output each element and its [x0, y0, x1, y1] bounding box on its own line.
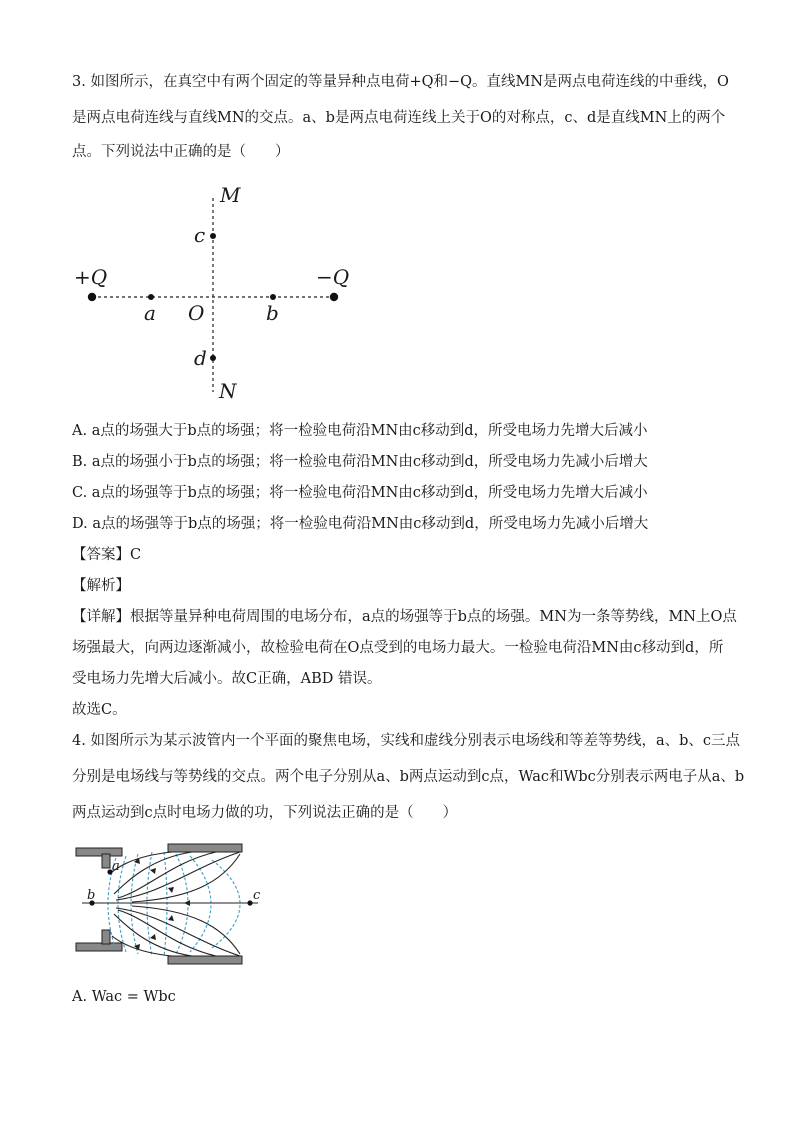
- right-bottom-electrode: [168, 956, 242, 964]
- label-n: N: [219, 379, 237, 403]
- point-a-dot: [148, 294, 154, 300]
- q3-answer: 【答案】C: [72, 547, 142, 563]
- q4-focusing-field-diagram: [72, 842, 272, 967]
- q3-charge-diagram: [70, 180, 370, 405]
- q3-detail-line-1: 【详解】根据等量异种电荷周围的电场分布，a点的场强等于b点的场强。MN为一条等势线，MN上O点: [72, 609, 737, 625]
- minus-q-charge-dot: [330, 293, 338, 301]
- left-bottom-electrode-lip: [102, 930, 110, 944]
- equipotential-lines: [108, 852, 240, 956]
- q3-analysis-heading: 【解析】: [72, 578, 130, 594]
- label-plus-q: +Q: [74, 265, 108, 289]
- q3-text-line-3: 点。下列说法中正确的是（ ）: [72, 144, 290, 160]
- label-o: O: [188, 301, 205, 325]
- q3-detail-line-3: 受电场力先增大后减小。故C正确，ABD 错误。: [72, 671, 382, 687]
- q3-detail-line-2: 场强最大，向两边逐渐减小，故检验电荷在O点受到的电场力最大。一检验电荷沿MN由c移动到d，所: [72, 640, 724, 656]
- plus-q-charge-dot: [88, 293, 96, 301]
- q3-text-line-2: 是两点电荷连线与直线MN的交点。a、b是两点电荷连线上关于O的对称点，c、d是直线MN上的两个: [72, 110, 726, 126]
- q4-point-c-dot: [247, 900, 252, 905]
- left-top-electrode: [76, 848, 122, 856]
- label-d: d: [194, 346, 207, 370]
- q3-option-d: D. a点的场强等于b点的场强；将一检验电荷沿MN由c移动到d，所受电场力先减小后增大: [72, 516, 649, 532]
- q4-text-line-3: 两点运动到c点时电场力做的功，下列说法正确的是（ ）: [72, 805, 458, 821]
- point-d-dot: [210, 355, 216, 361]
- q3-option-c: C. a点的场强等于b点的场强；将一检验电荷沿MN由c移动到d，所受电场力先增大后减小: [72, 485, 648, 501]
- field-arrows: [134, 858, 190, 950]
- q4-label-c: c: [253, 888, 261, 903]
- label-a: a: [144, 301, 156, 325]
- point-b-dot: [270, 294, 276, 300]
- label-m: M: [220, 183, 241, 207]
- q4-option-a: A. Wac = Wbc: [72, 989, 176, 1005]
- q4-text-line-1: 4. 如图所示为某示波管内一个平面的聚焦电场，实线和虚线分别表示电场线和等差等势线，a、b、c三点: [72, 733, 740, 749]
- point-c-dot: [210, 233, 216, 239]
- q3-conclusion: 故选C。: [72, 702, 127, 718]
- left-top-electrode-lip: [102, 854, 110, 868]
- label-b: b: [266, 301, 279, 325]
- right-top-electrode: [168, 844, 242, 852]
- q4-text-line-2: 分别是电场线与等势线的交点。两个电子分别从a、b两点运动到c点，Wac和Wbc分别表示两电子从a、b: [72, 769, 745, 785]
- q4-label-b: b: [87, 888, 96, 903]
- label-minus-q: −Q: [316, 265, 350, 289]
- label-c: c: [194, 223, 206, 247]
- q3-option-b: B. a点的场强小于b点的场强；将一检验电荷沿MN由c移动到d，所受电场力先减小后增大: [72, 454, 648, 470]
- q4-label-a: a: [112, 859, 120, 874]
- q3-text-line-1: 3. 如图所示，在真空中有两个固定的等量异种点电荷+Q和−Q。直线MN是两点电荷连线的中垂线，O: [72, 74, 729, 90]
- q3-option-a: A. a点的场强大于b点的场强；将一检验电荷沿MN由c移动到d，所受电场力先增大后减小: [72, 423, 648, 439]
